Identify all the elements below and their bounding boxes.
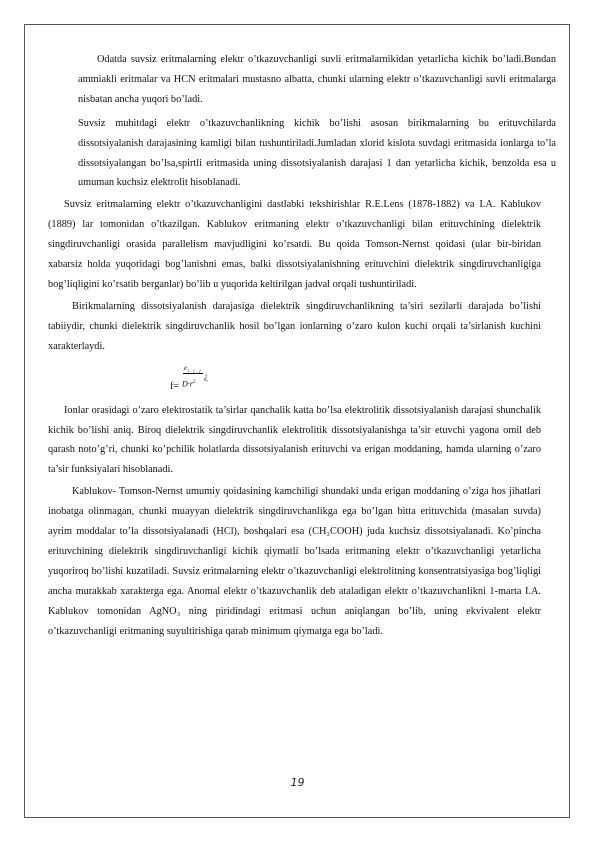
formula-numerator-sub: 1 · 1 · 2 <box>187 367 201 373</box>
formula-denominator: $D\cdot r^2$ <box>182 379 196 389</box>
formula-tail: ¿ <box>204 370 208 381</box>
paragraph-1: Odatda suvsiz eritmalarning elektr o’tkazuvchanligi suvli eritmalarnikidan yetarlicha kichik bo’ladi.Bundan ammiakli eritmalar va HCN eritmalari mustasno albatta, chunki ularning elektr o’tkazuvchanligi suvli eritmalarga nisbatan ancha yuqori bo’ladi. <box>78 54 556 105</box>
coulomb-formula <box>63 359 556 401</box>
paragraph-2: Suvsiz muhitdagi elektr o’tkazuvchanlikning kichik bo’lishi asosan birikmalarning bu erituvchilarda dissotsiyalanish darajasining kamligi bilan tushuntiriladi.Jumladan xlorid kislota suvdagi eritmasida ionlarga to’la dissotsiyalangan bo’lsa,spirtli eritmasida uning dissotsiyalanish darajasi 1 dan yetarlicha kichik, benzolda esa u umuman kuchsiz elektrolit hisoblanadi. <box>78 117 556 189</box>
formula-denominator-sup: 2 <box>192 379 196 385</box>
paragraph-3: Suvsiz eritmalarning elektr o’tkazuvchanligini dastlabki tekshirishlar R.E.Lens (1878-1882) va I.A. Kablukov (1889) lar tomonidan o’tkazilgan. Kablukov eritmaning elektr o’tkazuvchanligi bilan erituvchining dielektrik singdiruvchanligi orasida parallelism mavjudligini ko’rsatdi. Bu qoida Tomson-Nernst qoidasi (ular bir-biridan xabarsiz holda yuqoridagi bog’lanishni emas, balki dissotsiyalanishning erituvchini dielektrik singdiruvchanligiga bog’liqligini ko’rsatib berganlar) bo’lib u yuqorida keltirilgan jadval orqali tushuntiriladi. <box>48 199 541 290</box>
formula-lhs: f= <box>170 380 180 392</box>
indented-block <box>63 50 556 193</box>
paragraph-6: Kablukov- Tomson-Nernst umumiy qoidasining kamchiligi shundaki unda erigan moddaning o’ziga hos jihatlari inobatga olinmagan, chunki muayyan dielektrik singdiruvchanlikga ega bo’lgan bitta erituvchida (masalan suvda) ayrim moddalar to’la dissotsiyalanadi (HCl), boshqalari esa (CH₃COOH) juda kuchsiz dissotsiyalanadi. Ko’pincha erituvchining dielektrik singdiruvchanligi kichik qiymatli bo’lsada eritmaning elektr o’tkazuvchanligi yetarlicha yuqoriroq bo’lishi kuzatiladi. Suvsiz eritmalarning elektr o’tkazuvchanligi elektrolitning konsentratsiyasiga bog’liqligi ancha murakkab xarakterga ega. Anomal elektr o’tkazuvchanlik deb ataladigan elektr o’tkazuvchanlikni 1-marta I.A. Kablukov tomonidan AgNO₃ ning piridindagi eritmasi uchun aniqlangan bo’lib, uning ekvivalent elektr o’tkazuvchanligi eritmaning suyultirishiga qarab minimum qiymatga ega bo’ladi. <box>48 486 541 637</box>
formula-numerator: $e_{1 \cdot 1 \cdot 2}$ <box>184 363 201 373</box>
page-number: 19 <box>290 776 305 789</box>
paragraph-4: Birikmalarning dissotsiyalanish darajasiga dielektrik singdiruvchanlikning ta’siri sezilarli darajada bo’lishi tabiiydir, chunki dielektrik singdiruvchanlik hosil bo’lgan ionlarning o’zaro kulon kuchi orqali ta’sirlanish kuchini xarakterlaydi. <box>48 300 541 352</box>
paragraph-5: Ionlar orasidagi o’zaro elektrostatik ta’sirlar qanchalik katta bo’lsa elektrolitik dissotsiyalanish darajasi shunchalik kichik bo’lishi aniq. Biroq dielektrik singdiruvchanlik elektrolitik dissotsiyalanishga ta’sir etuvchi yagona omil deb qarash noto’g’ri, chunki ko’pchilik holatlarda dissotsiyalanish erituvchi va erigan moddaning, hamda ularning o’zaro ta’sir funksiyalari hisoblanadi. <box>48 404 541 476</box>
document-body <box>48 50 556 641</box>
